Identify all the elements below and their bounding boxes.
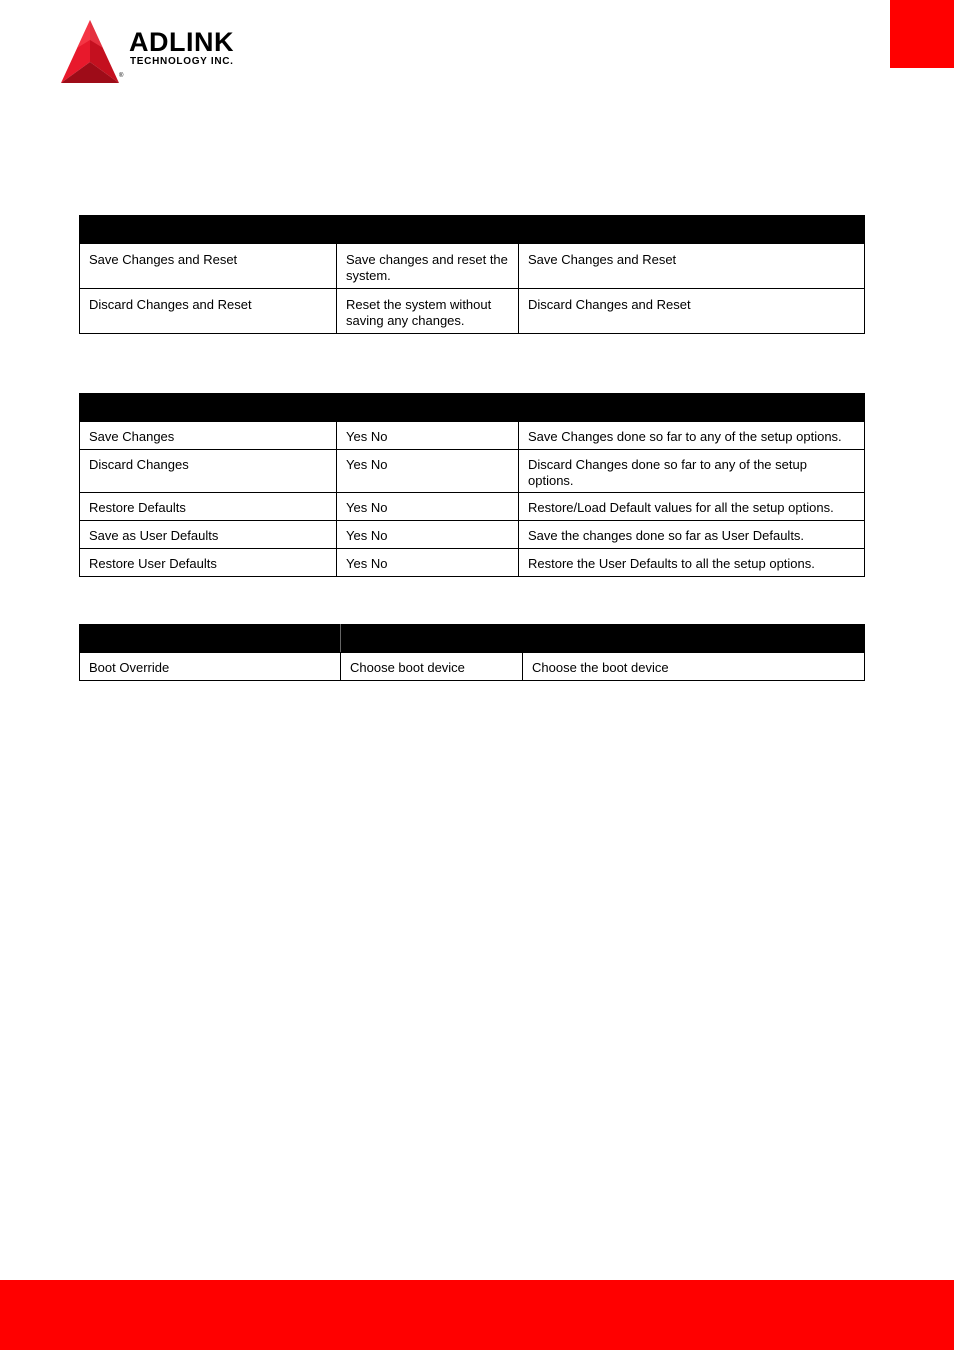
cell-options: Reset the system without saving any changes.: [337, 289, 519, 334]
cell-feature: Restore Defaults: [80, 493, 337, 521]
header-bar: [341, 625, 865, 653]
table-row: [80, 549, 865, 577]
header-bar: [80, 625, 341, 653]
cell-feature: Discard Changes: [80, 450, 337, 493]
table-row: [80, 450, 865, 493]
registered-mark: ®: [119, 73, 124, 79]
logo-tagline: TECHNOLOGY INC.: [130, 56, 234, 67]
footer-bar: [0, 1280, 954, 1350]
table-header: [80, 216, 865, 244]
cell-feature: Boot Override: [80, 653, 341, 681]
cell-description: Save Changes and Reset: [519, 244, 865, 289]
cell-options: Yes No: [337, 450, 519, 493]
cell-options: Save changes and reset the system.: [337, 244, 519, 289]
cell-description: Discard Changes and Reset: [519, 289, 865, 334]
cell-options: Yes No: [337, 549, 519, 577]
table-row: [80, 289, 865, 334]
cell-description: Save Changes done so far to any of the setup options.: [519, 422, 865, 450]
cell-feature: Discard Changes and Reset: [80, 289, 337, 334]
table-header: [80, 394, 865, 422]
table-row: [80, 422, 865, 450]
header-bar: [80, 216, 865, 244]
cell-description: Save the changes done so far as User Defaults.: [519, 521, 865, 549]
cell-feature: Restore User Defaults: [80, 549, 337, 577]
default-options-table: [79, 393, 865, 577]
cell-description: Choose the boot device: [523, 653, 865, 681]
cell-options: Yes No: [337, 521, 519, 549]
table-row: [80, 653, 865, 681]
boot-override-table: [79, 624, 865, 681]
corner-tab: [890, 0, 954, 68]
logo-wordmark: ADLINK: [129, 27, 234, 57]
table-row: [80, 244, 865, 289]
cell-description: Restore the User Defaults to all the setup options.: [519, 549, 865, 577]
cell-options: Yes No: [337, 422, 519, 450]
cell-feature: Save Changes: [80, 422, 337, 450]
cell-options: Yes No: [337, 493, 519, 521]
adlink-logo: [57, 18, 272, 86]
cell-description: Restore/Load Default values for all the setup options.: [519, 493, 865, 521]
save-reset-table: [79, 215, 865, 334]
table-header: [80, 625, 865, 653]
table-row: [80, 521, 865, 549]
header-bar: [80, 394, 865, 422]
cell-description: Discard Changes done so far to any of the setup options.: [519, 450, 865, 493]
cell-feature: Save as User Defaults: [80, 521, 337, 549]
table-row: [80, 493, 865, 521]
cell-options: Choose boot device: [341, 653, 523, 681]
cell-feature: Save Changes and Reset: [80, 244, 337, 289]
